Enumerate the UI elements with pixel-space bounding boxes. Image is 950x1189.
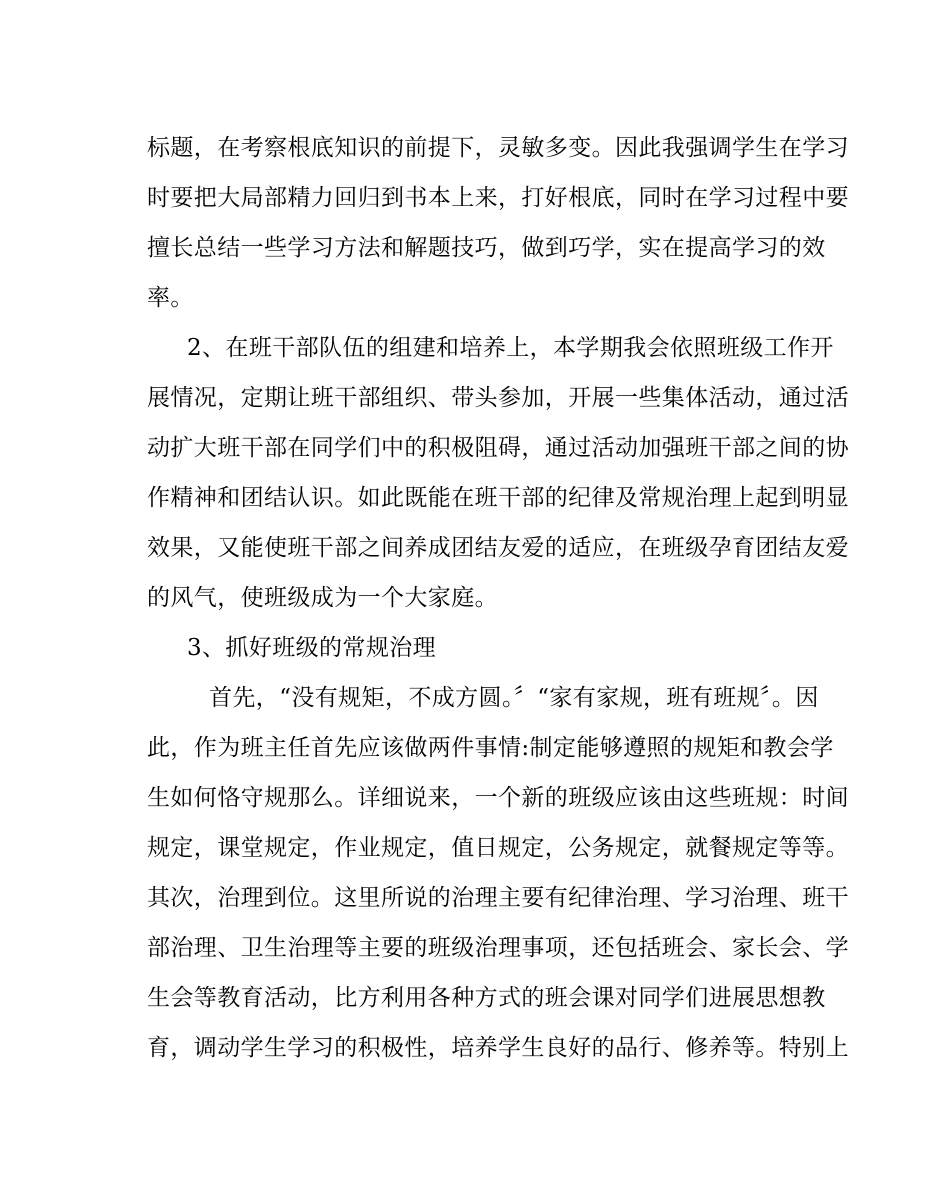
text-line: 2、在班干部队伍的组建和培养上，本学期我会依照班级工作开	[187, 335, 834, 361]
text-line: 率。	[147, 285, 194, 311]
text-line: 育，调动学生学习的积极性，培养学生良好的品行、修养等。特别上	[147, 1035, 849, 1061]
text-line: 生如何恪守规那么。详细说来，一个新的班级应该由这些班规：时间	[147, 785, 849, 811]
text-line: 规定，课堂规定，作业规定，值日规定，公务规定，就餐规定等等。	[147, 835, 849, 861]
text-line: 效果，又能使班干部之间养成团结友爱的适应，在班级孕育团结友爱	[147, 535, 849, 561]
text-line: 作精神和团结认识。如此既能在班干部的纪律及常规治理上起到明显	[147, 485, 849, 511]
text-line: 首先，“没有规矩，不成方圆。〞“家有家规，班有班规〞。因	[209, 685, 819, 711]
text-line: 生会等教育活动，比方利用各种方式的班会课对同学们进展思想教	[147, 985, 826, 1011]
text-line: 展情况，定期让班干部组织、带头参加，开展一些集体活动，通过活	[147, 385, 849, 411]
text-line: 擅长总结一些学习方法和解题技巧，做到巧学，实在提高学习的效	[147, 235, 826, 261]
text-line: 部治理、卫生治理等主要的班级治理事项，还包括班会、家长会、学	[147, 935, 849, 961]
text-line: 标题，在考察根底知识的前提下，灵敏多变。因此我强调学生在学习	[147, 135, 849, 161]
text-line: 时要把大局部精力回归到书本上来，打好根底，同时在学习过程中要	[147, 185, 849, 211]
text-line: 此，作为班主任首先应该做两件事情:制定能够遵照的规矩和教会学	[147, 735, 834, 761]
section-heading: 3、抓好班级的常规治理	[187, 635, 437, 661]
text-line: 其次，治理到位。这里所说的治理主要有纪律治理、学习治理、班干	[147, 885, 849, 911]
text-line: 动扩大班干部在同学们中的积极阻碍，通过活动加强班干部之间的协	[147, 435, 849, 461]
text-line: 的风气，使班级成为一个大家庭。	[147, 585, 498, 611]
